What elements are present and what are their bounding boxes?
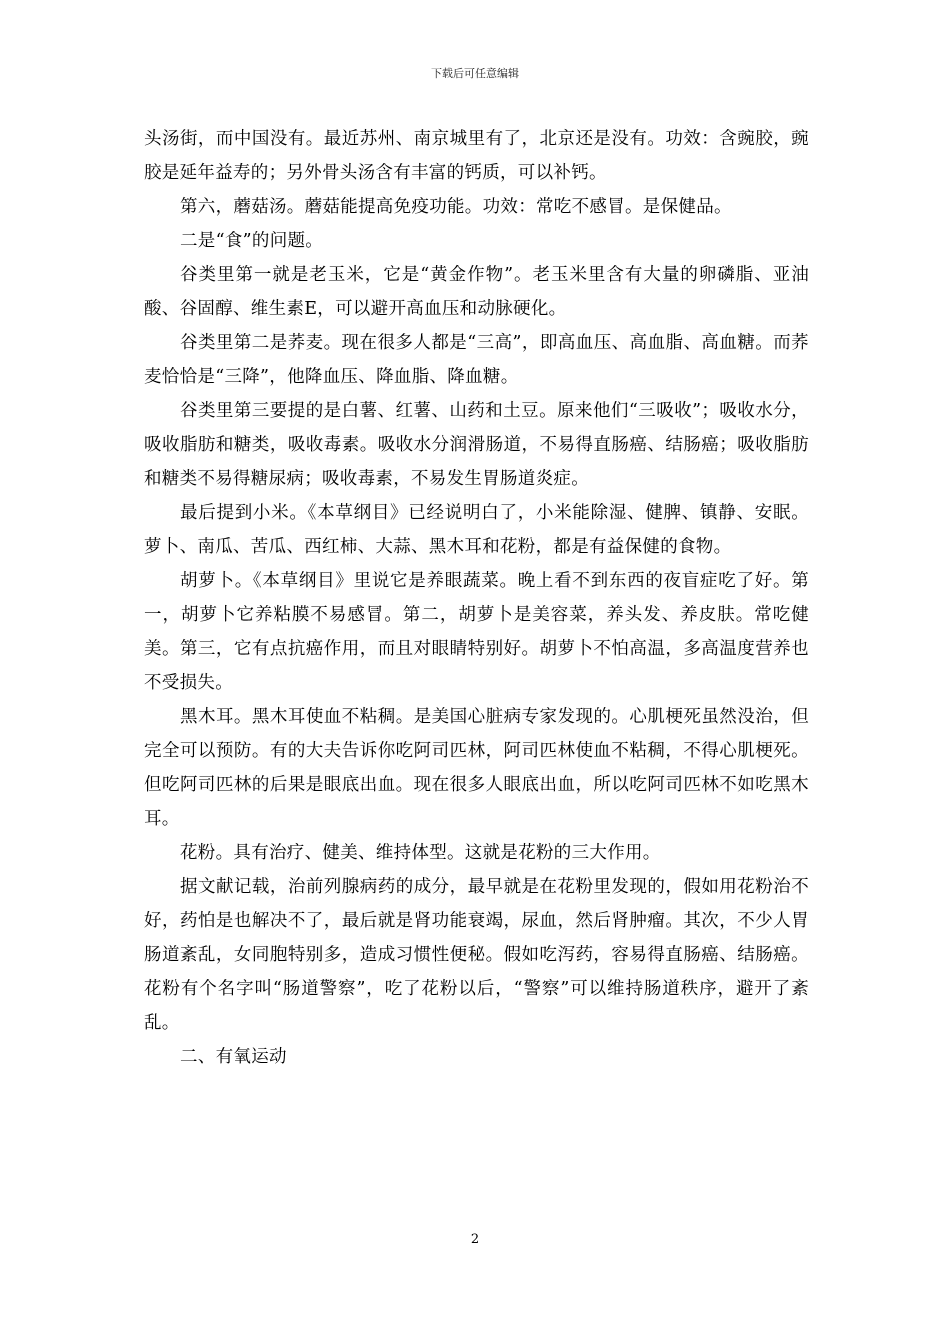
paragraph-black-fungus: 黑木耳。黑木耳使血不粘稠。是美国心脏病专家发现的。心肌梗死虽然没治，但完全可以预防。有的大夫告诉你吃阿司匹林，阿司匹林使血不粘稠，不得心肌梗死。但吃阿司匹林的后果是眼底出血。现在很多人眼底出血，所以吃阿司匹林不如吃黑木耳。 (144, 707, 809, 829)
paragraph-corn: 谷类里第一就是老玉米，它是“黄金作物”。老玉米里含有大量的卵磷脂、亚油酸、谷固醇、维生素E，可以避开高血压和动脉硬化。 (144, 265, 809, 319)
paragraph-carrot: 胡萝卜。《本草纲目》里说它是养眼蔬菜。晚上看不到东西的夜盲症吃了好。第一，胡萝卜它养粘膜不易感冒。第二，胡萝卜是美容菜，养头发、养皮肤。常吃健美。第三，它有点抗癌作用，而且对眼睛特别好。胡萝卜不怕高温，多高温度营养也不受损失。 (144, 571, 809, 693)
section-heading-food: 二是“食”的问题。 (180, 231, 324, 251)
page-header-note: 下载后可任意编辑 (431, 67, 519, 80)
paragraph-buckwheat: 谷类里第二是荞麦。现在很多人都是“三高”，即高血压、高血脂、高血糖。而荞麦恰恰是“三降”，他降血压、降血脂、降血糖。 (144, 333, 809, 387)
paragraph-mushroom-soup: 第六，蘑菇汤。蘑菇能提高免疫功能。功效：常吃不感冒。是保健品。 (180, 197, 732, 217)
page-number: 2 (470, 1232, 480, 1247)
paragraph-sweet-potato: 谷类里第三要提的是白薯、红薯、山药和土豆。原来他们“三吸收”；吸收水分，吸收脂肪和糖类，吸收毒素。吸收水分润滑肠道，不易得直肠癌、结肠癌；吸收脂肪和糖类不易得糖尿病；吸收毒素，不易发生胃肠道炎症。 (144, 401, 809, 489)
paragraph-millet: 最后提到小米。《本草纲目》已经说明白了，小米能除湿、健脾、镇静、安眠。萝卜、南瓜、苦瓜、西红柿、大蒜、黑木耳和花粉，都是有益保健的食物。 (144, 503, 809, 557)
paragraph-pollen-detail: 据文献记载，治前列腺病药的成分，最早就是在花粉里发现的，假如用花粉治不好，药怕是也解决不了，最后就是肾功能衰竭，尿血，然后肾肿瘤。其次，不少人胃肠道紊乱，女同胞特别多，造成习惯性便秘。假如吃泻药，容易得直肠癌、结肠癌。花粉有个名字叫“肠道警察”，吃了花粉以后，“警察”可以维持肠道秩序，避开了紊乱。 (144, 877, 809, 1033)
paragraph-continued: 头汤街，而中国没有。最近苏州、南京城里有了，北京还是没有。功效：含豌胶，豌胶是延年益寿的；另外骨头汤含有丰富的钙质，可以补钙。 (144, 129, 809, 183)
paragraph-pollen: 花粉。具有治疗、健美、维持体型。这就是花粉的三大作用。 (180, 843, 661, 863)
document-body (144, 122, 809, 1074)
section-heading-aerobic-exercise: 二、有氧运动 (180, 1047, 287, 1067)
